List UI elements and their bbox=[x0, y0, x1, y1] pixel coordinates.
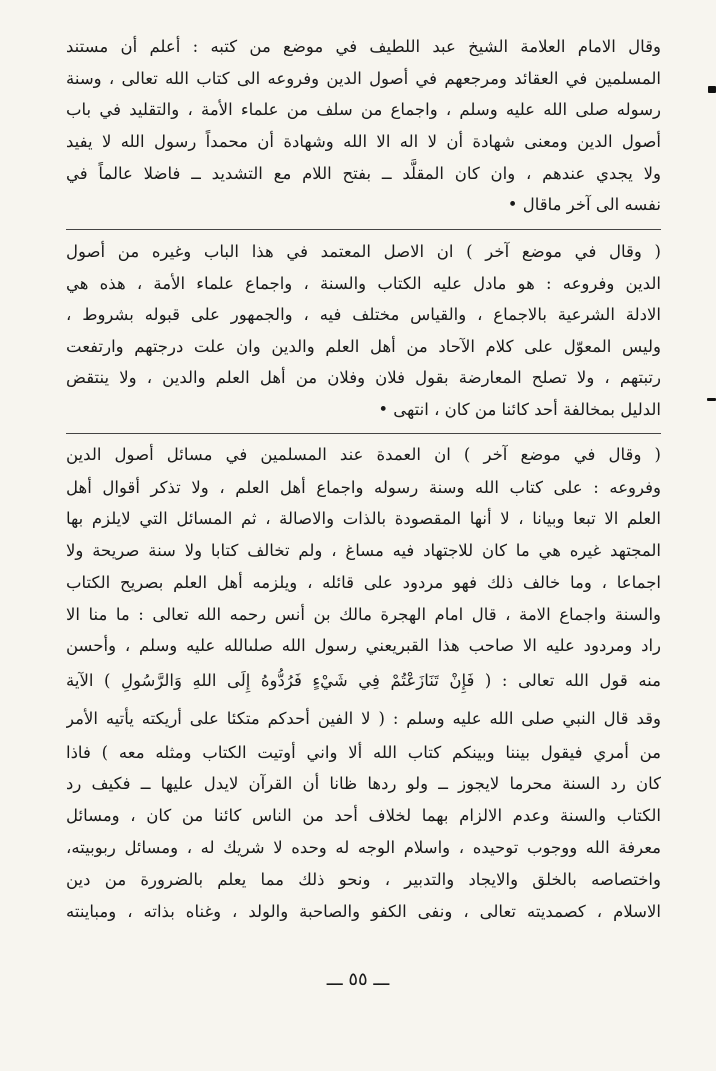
text-line: اجماعا ، وما خالف ذلك فهو مردود على قائله ، ويلزمه أهل العلم بصريح الكتاب bbox=[66, 573, 661, 592]
text-line: والسنة واجماع الامة ، قال امام الهجرة مالك بن أنس رحمه الله تعالى : ما منا الا bbox=[66, 605, 661, 624]
text-line: وفروعه : على كتاب الله وسنة رسوله واجماع أهل العلم ، ولا تذكر أقوال أهل bbox=[66, 478, 661, 497]
text-line: العلم الا تبعا وبيانا ، لا أنها المقصودة بالذات والاصالة ، ثم المسائل التي لايلزم بها bbox=[66, 509, 661, 528]
text-line: المجتهد غيره هي ما كان للاجتهاد فيه مساغ ، ولم تخالف كتابا ولا سنة صريحة ولا bbox=[66, 541, 661, 560]
text-line: رسوله صلى الله عليه وسلم ، واجماع من سلف من علماء الأمة ، والتقليد في باب bbox=[66, 100, 661, 119]
separator-rule bbox=[66, 433, 661, 434]
quran-verse-line: منه قول الله تعالى : ( فَإِنْ تَنَازَعْتُمْ فِي شَيْءٍ فَرُدُّوهُ إِلَى اللهِ وَالرَّسُولِ ) الآية bbox=[66, 671, 661, 690]
text-line: رتبتهم ، ولا تصلح المعارضة بقول فلان وفلان من أهل العلم والدين ، ولا ينتقض bbox=[66, 368, 661, 387]
scan-edge-mark bbox=[708, 86, 716, 93]
text-line: الكتاب والسنة وعدم الالزام بهما لخلاف أحد من الناس كائنا من كان ، ومسائل bbox=[66, 806, 661, 825]
text-line: ولا يجدي عندهم ، وان كان المقلَّد ــ بفتح اللام مع التشديد ــ فاضلا عالماً في bbox=[66, 164, 661, 183]
separator-rule bbox=[66, 229, 661, 230]
text-line: المسلمين في العقائد ومرجعهم في أصول الدين وفروعه الى كتاب الله تعالى ، وسنة bbox=[66, 69, 661, 88]
text-line: راد ومردود عليه الا صاحب هذا القبريعني رسول الله صلىالله عليه وسلم ، وأحسن bbox=[66, 636, 661, 655]
text-line: وليس المعوّل على كلام الآحاد من أهل العلم والدين وان علت درجتهم وارتفعت bbox=[66, 337, 661, 356]
scan-edge-mark bbox=[707, 398, 716, 401]
text-line: ( وقال في موضع آخر ) ان الاصل المعتمد في هذا الباب وغيره من أصول bbox=[66, 242, 661, 261]
text-line: وقال الامام العلامة الشيخ عبد اللطيف في موضع من كتبه : أعلم أن مستند bbox=[66, 37, 661, 56]
text-line: ( وقال في موضع آخر ) ان العمدة عند المسلمين في مسائل أصول الدين bbox=[66, 445, 661, 464]
text-line: الدليل بمخالفة أحد كائنا من كان ، انتهى • bbox=[378, 400, 661, 419]
page-number: ـــ ٥٥ ـــ bbox=[326, 969, 390, 990]
text-line: من أمري فيقول بيننا وبينكم كتاب الله ألا واني أوتيت الكتاب ومثله معه ) فاذا bbox=[66, 743, 661, 762]
text-line: واختصاصه بالخلق والايجاد والتدبير ، ونحو ذلك مما يعلم بالضرورة من دين bbox=[66, 870, 661, 889]
text-line: الدين وفروعه : هو مادل عليه الكتاب والسنة ، واجماع علماء الأمة ، هذه هي bbox=[66, 274, 661, 293]
text-line: الادلة الشرعية بالاجماع ، والقياس مختلف فيه ، والجمهور على قبوله بشروط ، bbox=[66, 305, 661, 324]
text-line: معرفة الله ووجوب توحيده ، واسلام الوجه له وحده لا شريك له ، ومسائل ربوبيته، bbox=[66, 838, 661, 857]
text-line: أصول الدين ومعنى شهادة أن لا اله الا الله وشهادة أن محمداً رسول الله لا يفيد bbox=[66, 132, 661, 151]
text-line: الاسلام ، كصمديته تعالى ، ونفى الكفو والصاحبة والولد ، وغناه بذاته ، ومباينته bbox=[66, 902, 661, 921]
text-line: نفسه الى آخر ماقال • bbox=[507, 195, 661, 214]
text-line: كان رد السنة محرما لايجوز ــ ولو ردها ظانا أن القرآن لايدل عليها ــ فكيف رد bbox=[66, 774, 661, 793]
text-line: وقد قال النبي صلى الله عليه وسلم : ( لا الفين أحدكم متكئا على أريكته يأتيه الأمر bbox=[66, 709, 661, 728]
